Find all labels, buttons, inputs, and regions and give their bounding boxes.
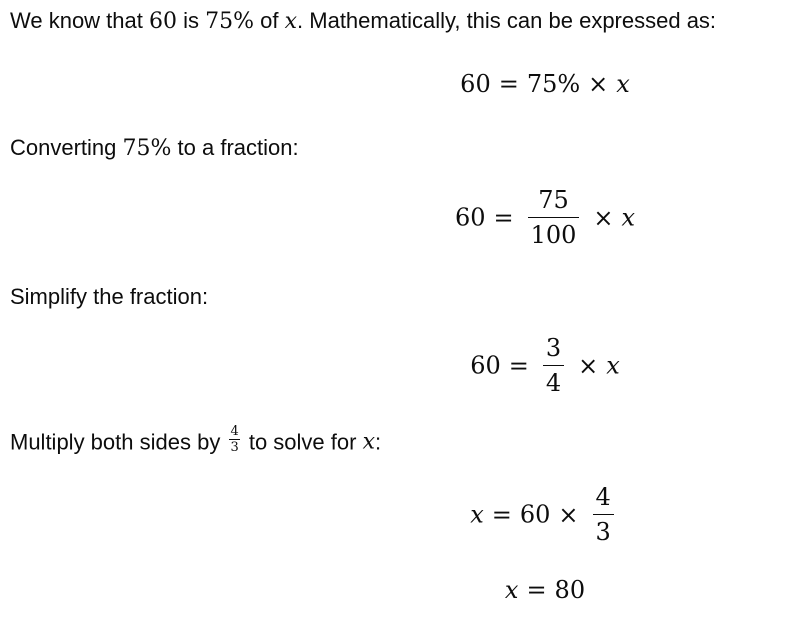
multiply-paragraph — [10, 424, 382, 457]
intro-math-60: 60 — [149, 9, 177, 34]
simplify-paragraph — [10, 286, 208, 308]
eq3-denominator: 4 — [545, 369, 562, 397]
multiply-text-1: Multiply both sides by — [10, 429, 227, 455]
multiply-denominator: 3 — [230, 440, 239, 455]
eq3-fraction — [543, 336, 564, 395]
eq2-lhs: 60 — [454, 203, 486, 232]
eq3-numerator: 3 — [543, 336, 564, 366]
eq4-numerator: 4 — [593, 485, 614, 515]
intro-math-percent: 75% — [205, 9, 255, 34]
intro-paragraph — [10, 10, 716, 33]
eq5-result: 80 — [554, 576, 586, 604]
convert-text-2: to a fraction: — [171, 135, 299, 160]
equation-1 — [0, 70, 810, 98]
eq5-var: x — [504, 576, 519, 604]
intro-text-3: of — [254, 8, 285, 33]
intro-text-1: We know that — [10, 8, 149, 33]
eq2-times: × — [593, 203, 614, 232]
multiply-fraction — [229, 425, 239, 454]
intro-text-4: . Mathematically, this can be expressed as: — [297, 8, 717, 33]
multiply-numerator: 4 — [230, 424, 239, 439]
eq3-var: x — [606, 351, 620, 380]
convert-text-1: Converting — [10, 135, 123, 160]
eq1-equals: = — [498, 70, 519, 98]
eq2-numerator: 75 — [528, 188, 580, 218]
eq4-denominator: 3 — [595, 518, 611, 546]
eq1-var: x — [616, 70, 630, 98]
eq3-lhs: 60 — [470, 351, 501, 380]
eq1-percent: 75% — [526, 70, 581, 98]
equation-5 — [0, 576, 810, 604]
eq4-fraction — [593, 485, 614, 544]
multiply-text-2: to solve for — [242, 429, 363, 455]
eq2-fraction — [528, 188, 580, 247]
convert-paragraph — [10, 137, 299, 160]
eq2-var: x — [621, 203, 636, 232]
eq2-equals: = — [493, 203, 514, 232]
eq1-lhs: 60 — [460, 70, 491, 98]
equation-3 — [0, 336, 810, 395]
eq4-var: x — [470, 500, 484, 529]
eq1-times: × — [588, 70, 609, 98]
eq2-denominator: 100 — [530, 221, 577, 249]
eq5-equals: = — [526, 576, 547, 604]
multiply-math-x: x — [362, 429, 375, 455]
eq3-times: × — [578, 351, 599, 380]
equation-4 — [0, 485, 810, 544]
eq4-equals: = — [491, 500, 512, 529]
eq4-value: 60 — [519, 500, 551, 529]
eq3-equals: = — [508, 351, 529, 380]
intro-math-x: x — [284, 9, 298, 34]
multiply-text-3: : — [374, 429, 382, 455]
simplify-text: Simplify the fraction: — [10, 284, 209, 309]
intro-text-2: is — [177, 8, 206, 33]
equation-2 — [0, 188, 810, 247]
convert-math-percent: 75% — [122, 136, 172, 161]
eq4-times: × — [558, 500, 579, 529]
